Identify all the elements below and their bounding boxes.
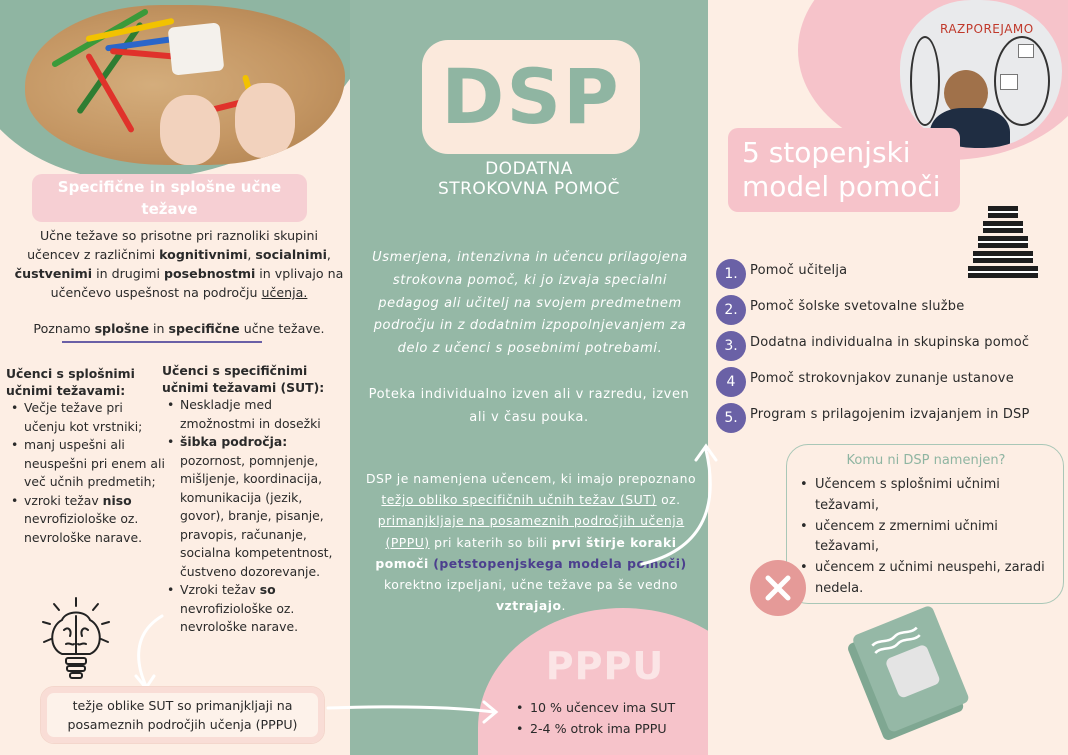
- step-item-4: [712, 365, 1068, 401]
- intro-paragraph: Učne težave so prisotne pri raznoliki skupini učencev z različnimi kognitivnimi, socialnimi, čustvenimi in drugimi posebnostmi in vplivajo na učenčevo uspešnost na področju učenja.: [14, 228, 344, 300]
- book-icon: [838, 600, 978, 740]
- not-for-whom-list: [795, 475, 1057, 600]
- step-item-3: [712, 329, 1068, 365]
- photo-whiteboard: [900, 0, 1062, 148]
- col2-heading: Učenci s specifičnimi učnimi težavami (SUT):: [162, 363, 325, 395]
- x-mark-icon: [750, 560, 806, 616]
- col1-heading: Učenci s splošnimi učnimi težavami:: [6, 366, 135, 398]
- list-item: • Vzroki težav so nevrofiziološke oz. nevrološke narave.: [162, 581, 350, 637]
- col2-list: [162, 396, 350, 637]
- section-title-line2: težave: [141, 200, 198, 218]
- section-title-line1: Specifične in splošne učne: [57, 178, 282, 196]
- dsp-delivery-note: Poteka individualno izven ali v razredu, izven ali v času pouka.: [368, 387, 690, 425]
- dsp-definition: Usmerjena, intenzivna in učencu prilagojena strokovna pomoč, ki jo izvaja specialni pedagog ali učitelj na svojem predmetnem področju in z dodatnim izpopolnjevanjem za delo z učenci s posebnimi potrebami.: [372, 250, 688, 357]
- list-item: • manj uspešni ali neuspešni pri enem ali več učnih predmetih;: [6, 436, 166, 492]
- dsp-title: DSP: [441, 52, 621, 141]
- step-label: Pomoč učitelja: [750, 263, 848, 278]
- left-panel: [0, 0, 350, 755]
- step-item-1: [712, 257, 1068, 293]
- step-label: Program s prilagojenim izvajanjem in DSP: [750, 407, 1030, 422]
- list-item: • učencem z učnimi neuspehi, zaradi nedela.: [795, 558, 1057, 600]
- col1-list: [6, 399, 166, 547]
- general-difficulties-column: [6, 365, 166, 547]
- middle-panel: [350, 0, 708, 755]
- step-number: 2.: [716, 295, 746, 325]
- list-item: [162, 433, 350, 452]
- list-item: • učencem z zmernimi učnimi težavami,: [795, 517, 1057, 559]
- not-for-whom-box: [786, 444, 1064, 604]
- weak-areas-label: šibka področja:: [180, 434, 288, 449]
- pppu-list: [510, 697, 700, 739]
- step-item-5: [712, 401, 1068, 437]
- photo-craft-sticks: [25, 5, 345, 165]
- arrow-right-icon: [326, 696, 506, 726]
- poznamo-line: Poznamo splošne in specifične učne težave.: [33, 321, 325, 336]
- list-item: • Neskladje med zmožnostmi in dosežki: [162, 396, 350, 433]
- weak-areas-detail: pozornost, pomnjenje, mišljenje, koordinacija, komunikacija (jezik, govor), branje, pisanje, pravopis, računanje, socialna kompetentnost, čustveno dozorevanje.: [180, 452, 333, 579]
- step-label: Pomoč strokovnjakov zunanje ustanove: [750, 371, 1014, 386]
- brain-lightbulb-icon: [40, 596, 112, 680]
- step-number: 4: [716, 367, 746, 397]
- model-title-line1: 5 stopenjski: [742, 136, 911, 169]
- step-number: 5.: [716, 403, 746, 433]
- step-number: 1.: [716, 259, 746, 289]
- section-title-learning-difficulties: [32, 174, 307, 222]
- specific-difficulties-column: [162, 362, 350, 637]
- step-number: 3.: [716, 331, 746, 361]
- curved-arrow-up-icon: [640, 440, 730, 570]
- step-label: Pomoč šolske svetovalne službe: [750, 299, 965, 314]
- underline-divider: [62, 341, 262, 343]
- pppu-note-box: težje oblike SUT so primanjkljaji na posameznih področjih učenja (PPPU): [40, 686, 325, 744]
- board-title: RAZPOREJAMO: [940, 22, 1034, 36]
- dsp-eligibility: DSP je namenjena učencem, ki imajo prepoznano težjo obliko specifičnih učnih težav (SUT) oz. primanjkljaje na posameznih področjih učenja (PPPU) pri katerih so bili prvi štirje koraki pomoči (petstopenjskega modela pomoči) korektno izpeljani, učne težave pa še vedno vztrajajo.: [365, 471, 697, 614]
- not-for-whom-title: Komu ni DSP namenjen?: [846, 453, 1006, 468]
- curved-arrow-down-icon: [132, 614, 172, 694]
- right-panel: [708, 0, 1068, 755]
- model-steps-list: [712, 257, 1068, 437]
- dsp-subtitle-line1: DODATNA: [485, 159, 573, 179]
- pppu-title: PPPU: [545, 644, 665, 688]
- step-label: Dodatna individualna in skupinska pomoč: [750, 335, 1030, 350]
- model-title: [728, 128, 960, 212]
- model-title-line2: model pomoči: [742, 170, 941, 203]
- step-item-2: [712, 293, 1068, 329]
- list-item: • Učencem s splošnimi učnimi težavami,: [795, 475, 1057, 517]
- list-item: • 2-4 % otrok ima PPPU: [510, 718, 700, 739]
- list-item: • 10 % učencev ima SUT: [510, 697, 700, 718]
- list-item: • Večje težave pri učenju kot vrstniki;: [6, 399, 166, 436]
- dsp-subtitle-line2: STROKOVNA POMOČ: [437, 179, 621, 199]
- dsp-title-box: [422, 40, 640, 154]
- list-item: • vzroki težav niso nevrofiziološke oz. nevrološke narave.: [6, 492, 166, 548]
